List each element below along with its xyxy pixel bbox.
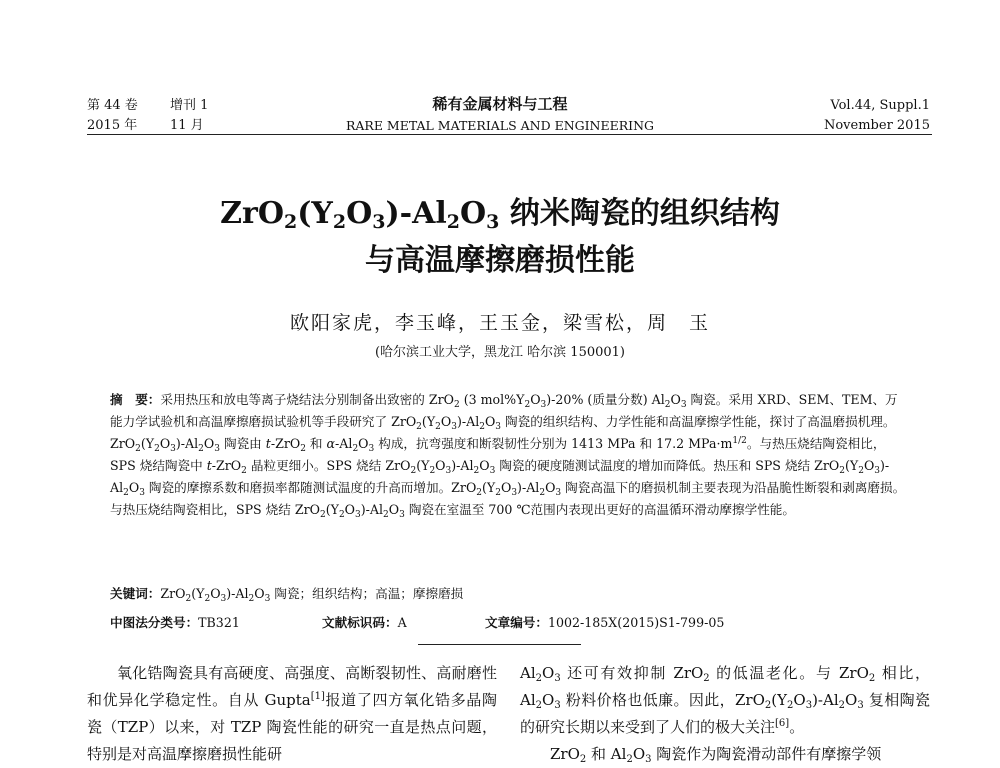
doc-value: A — [397, 615, 407, 630]
article-number — [485, 612, 724, 631]
keywords-rest: ；组织结构；高温；摩擦磨损 — [299, 586, 464, 601]
supplement-cn: 增刊 1 — [170, 98, 209, 113]
year-cn: 2015 年 — [87, 118, 138, 133]
volume-cn: 第 44 卷 — [87, 98, 138, 113]
art-value: 1002-185X(2015)S1-799-05 — [547, 615, 725, 630]
document-code — [322, 612, 407, 631]
title-line-2: 与高温摩擦磨损性能 — [365, 243, 635, 278]
journal-name-en: RARE METAL MATERIALS AND ENGINEERING — [345, 118, 655, 133]
title-line-1: $ZrO_2(Y_2O_3)-Al_2O_3$ 纳米陶瓷的组织结构 — [220, 196, 780, 233]
keywords: 关键词：$ZrO_2(Y_2O_3)-Al_2O_3$ 陶瓷；组织结构；高温；摩擦磨损 — [110, 586, 464, 604]
header-rule — [87, 134, 932, 135]
art-label: 文章编号： — [485, 615, 548, 630]
authors: 欧阳家虎，李玉峰，王玉金，梁雪松，周 玉 — [289, 312, 710, 334]
journal-name-cn: 稀有金属材料与工程 — [432, 95, 568, 113]
clc-value: TB321 — [198, 615, 240, 630]
date-en: November 2015 — [823, 118, 930, 133]
clc-label: 中图法分类号： — [110, 615, 199, 630]
month-cn: 11 月 — [170, 118, 204, 133]
affiliation: (哈尔滨工业大学，黑龙江 哈尔滨 150001) — [374, 345, 626, 360]
doc-label: 文献标识码： — [322, 615, 398, 630]
body-column-right: $Al_2O_3$ 还可有效抑制 ZrO$_2$ 的低温老化。与 ZrO$_2$ 相比，$Al_2O_3$ 粉料价格也低廉。因此，$ZrO_2(Y_2O_3)-Al_2O_3$ 复相陶瓷的研究长期以来受到了人们的极大关注[6]。 ZrO$_2$ 和 $Al_2O_3$ 陶瓷作为陶瓷滑动部件有摩擦学领 — [520, 664, 930, 765]
volume-en: Vol.44, Suppl.1 — [830, 98, 930, 113]
body-column-left: 氧化锆陶瓷具有高硬度、高强度、高断裂韧性、高耐磨性和优异化学稳定性。自从 Gupta[1]报道了四方氧化锆多晶陶瓷（TZP）以来，对 TZP 陶瓷性能的研究一直是热点问题，特别是对高温摩擦磨损性能研 — [87, 664, 497, 763]
clc-number — [110, 612, 240, 631]
keywords-label: 关键词： — [110, 586, 161, 601]
section-rule — [418, 644, 581, 645]
abstract: 摘 要：采用热压和放电等离子烧结法分别制备出致密的 ZrO$_2$ (3 $mol\%Y_2O_3)-20\%$ (质量分数) $Al_2O_3$ 陶瓷。采用 XRD、SEM、TEM、万能力学试验机和高温摩擦磨损试验机等手段研究了 $ZrO_2(Y_2O_3)-Al_2O_3$ 陶瓷的组织结构、力学性能和高温摩擦学性能，探讨了高温磨损机理。$ZrO_2(Y_2O_3)-Al_2O_3$ 陶瓷由 t-ZrO$_2$ 和 $\alpha-Al_2O_3$ 构成，抗弯强度和断裂韧性分别为 1413 MPa 和 17.2 $MPa\cdot m^{1/2}$。与热压烧结陶瓷相比，SPS 烧结陶瓷中 t-ZrO$_2$ 晶粒更细小。SPS 烧结 $ZrO_2(Y_2O_3)-Al_2O_3$ 陶瓷的硬度随测试温度的增加而降低。热压和 SPS 烧结 $ZrO_2(Y_2O_3)-Al_2O_3$ 陶瓷的摩擦系数和磨损率都随测试温度的升高而增加。$ZrO_2(Y_2O_3)-Al_2O_3$ 陶瓷高温下的磨损机制主要表现为沿晶脆性断裂和剥离磨损。与热压烧结陶瓷相比，SPS 烧结 $ZrO_2(Y_2O_3)-Al_2O_3$ 陶瓷在室温至 700 ℃范围内表现出更好的高温循环滑动摩擦学性能。 — [110, 392, 906, 520]
